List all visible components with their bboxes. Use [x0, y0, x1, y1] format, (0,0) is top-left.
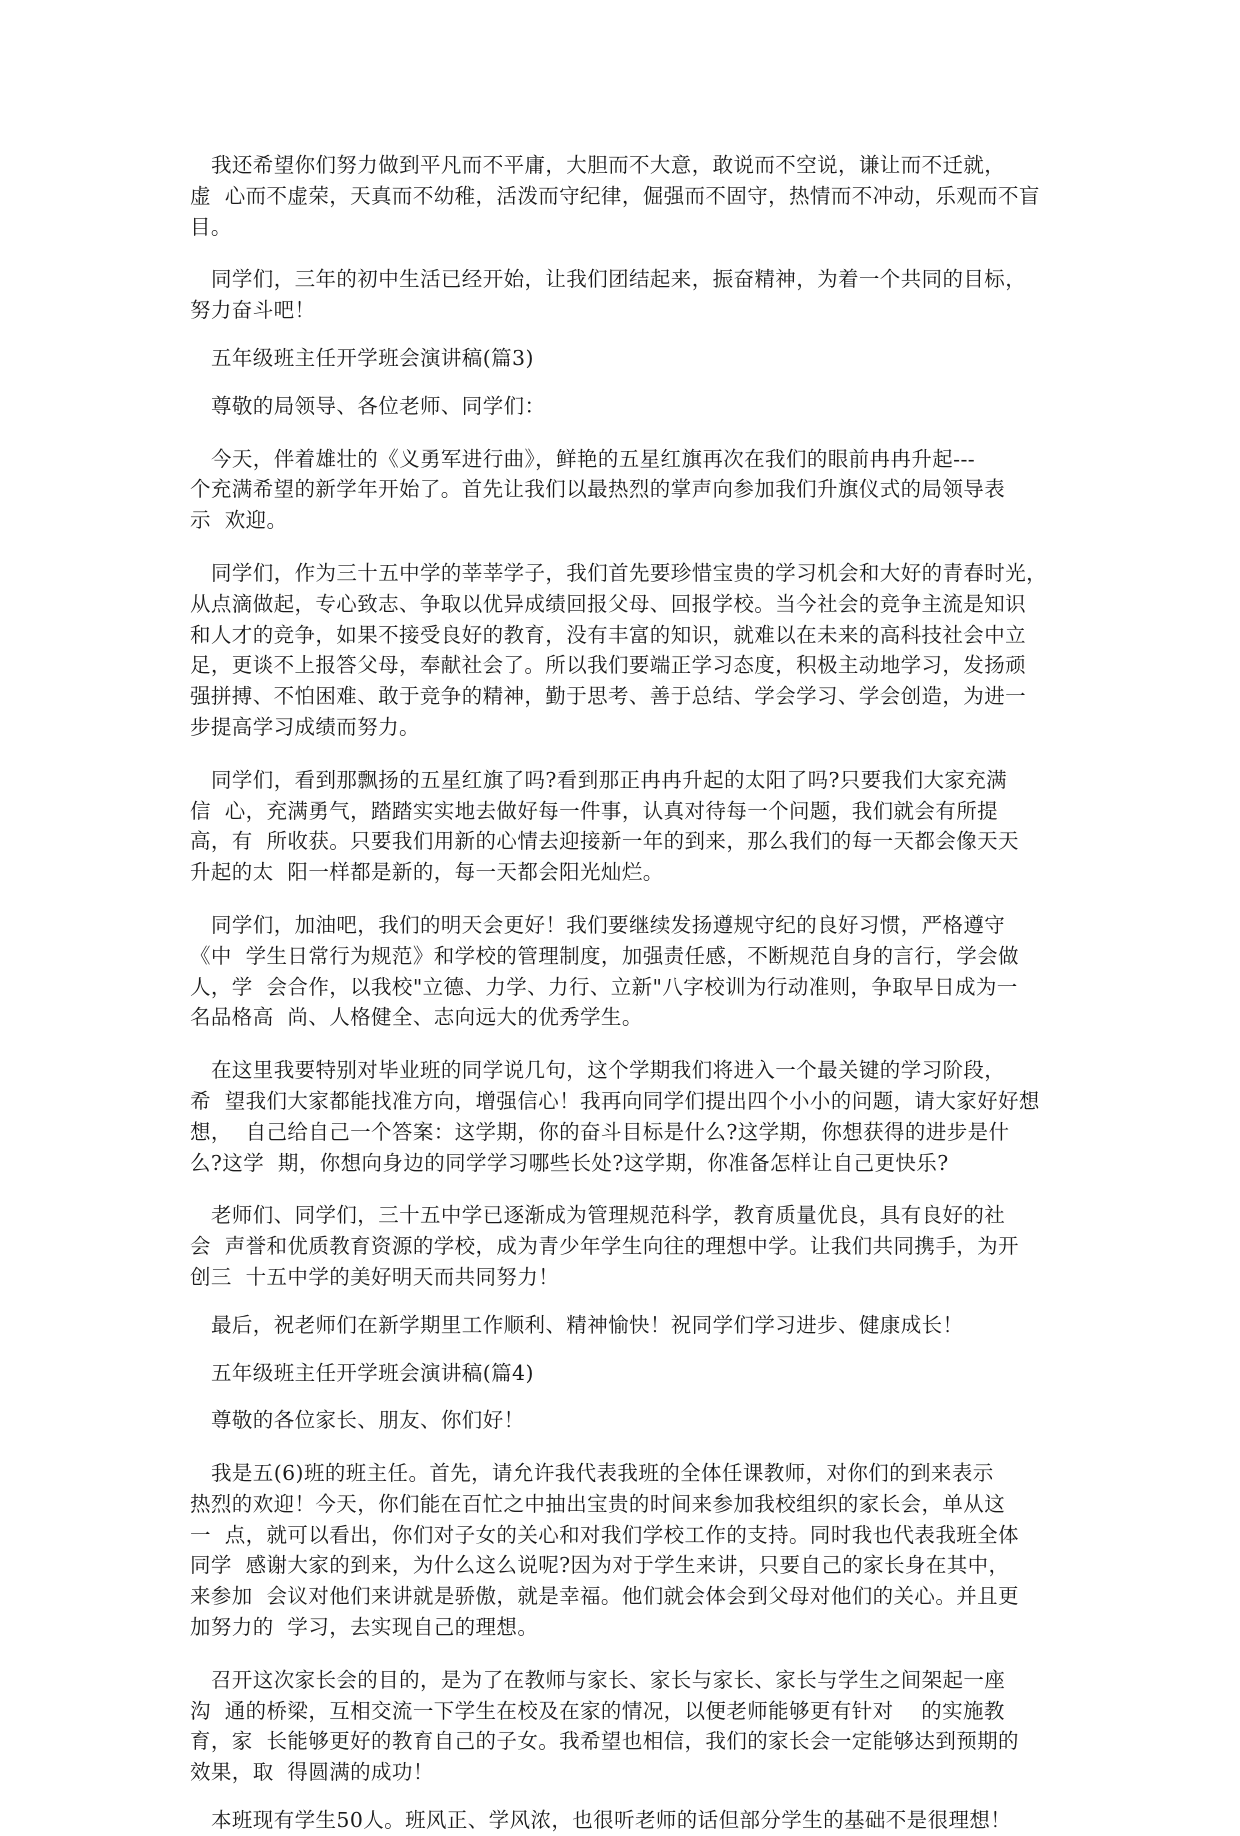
- document-page: [190, 150, 1065, 1836]
- paragraph-welcome: 我是五(6)班的班主任。首先，请允许我代表我班的全体任课教师，对你们的到来表示 热烈的欢迎！今天，你们能在百忙之中抽出宝贵的时间来参加我校组织的家长会，单从这 一 点，就可以看出，你们对子女的关心和对我们学校工作的支持。同时我也代表我班全体 同学 感谢大家的到来，为什么这么说呢?因为对于学生来讲，只要自己的家长身在其中， 来参加 会议对他们来讲就是骄傲，就是幸福。他们就会体会到父母对他们的关心。并且更 加努力的 学习，去实现自己的理想。: [190, 1461, 1019, 1640]
- paragraph-closing: 最后，祝老师们在新学期里工作顺利、精神愉快！祝同学们学习进步、健康成长！: [211, 1312, 964, 1337]
- salutation-4: 尊敬的各位家长、朋友、你们好！: [211, 1408, 525, 1433]
- section-title-3: 五年级班主任开学班会演讲稿(篇3): [211, 345, 534, 370]
- section-title-4: 五年级班主任开学班会演讲稿(篇4): [211, 1360, 534, 1385]
- salutation-3: 尊敬的局领导、各位老师、同学们：: [211, 393, 546, 418]
- paragraph-purpose: 召开这次家长会的目的，是为了在教师与家长、家长与家长、家长与学生之间架起一座 沟 通的桥梁，互相交流一下学生在校及在家的情况，以便老师能够更有针对 的实施教 育，家 长能够更好的教育自己的子女。我希望也相信，我们的家长会一定能够达到预期的 效果，取 得圆满的成功！: [190, 1667, 1019, 1785]
- paragraph-unite: 同学们，三年的初中生活已经开始，让我们团结起来，振奋精神，为着一个共同的目标， 努力奋斗吧！: [190, 267, 1027, 323]
- paragraph-sun: 同学们，看到那飘扬的五星红旗了吗?看到那正冉冉升起的太阳了吗?只要我们大家充满 信 心，充满勇气，踏踏实实地去做好每一件事，认真对待每一个问题，我们就会有所提 高，有 所收获。只要我们用新的心情去迎接新一年的到来，那么我们的每一天都会像天天 升起的太 阳一样都是新的，每一天都会阳光灿烂。: [190, 767, 1019, 885]
- paragraph-rules: 同学们，加油吧，我们的明天会更好！我们要继续发扬遵规守纪的良好习惯，严格遵守 《中 学生日常行为规范》和学校的管理制度，加强责任感，不断规范自身的言行，学会做 人，学 会合作，以我校"立德、力学、力行、立新"八字校训为行动准则，争取早日成为一 名品格高 尚、人格健全、志向远大的优秀学生。: [190, 912, 1019, 1030]
- paragraph-hope: 我还希望你们努力做到平凡而不平庸，大胆而不大意，敢说而不空说，谦让而不迁就， 虚 心而不虚荣，天真而不幼稚，活泼而守纪律，倔强而不固守，热情而不冲动，乐观而不盲 目。: [190, 153, 1040, 239]
- paragraph-school: 老师们、同学们，三十五中学已逐渐成为管理规范科学，教育质量优良，具有良好的社 会 声誉和优质教育资源的学校，成为青少年学生向往的理想中学。让我们共同携手，为开 创三 十五中学的美好明天而共同努力！: [190, 1203, 1019, 1289]
- paragraph-class-info: 本班现有学生50人。班风正、学风浓，也很听老师的话但部分学生的基础不是很理想！: [211, 1808, 1012, 1833]
- paragraph-flag: 今天，伴着雄壮的《义勇军进行曲》，鲜艳的五星红旗再次在我们的眼前冉冉升起--- 个充满希望的新学年开始了。首先让我们以最热烈的掌声向参加我们升旗仪式的局领导表 示 欢迎。: [190, 446, 1006, 533]
- paragraph-study: 同学们，作为三十五中学的莘莘学子，我们首先要珍惜宝贵的学习机会和大好的青春时光， 从点滴做起，专心致志、争取以优异成绩回报父母、回报学校。当今社会的竞争主流是知识 和人才的竞争，如果不接受良好的教育，没有丰富的知识，就难以在未来的高科技社会中立 足，更谈不上报答父母，奉献社会了。所以我们要端正学习态度，积极主动地学习，发扬顽 强拼搏、不怕困难、敢于竞争的精神，勤于思考、善于总结、学会学习、学会创造，为进一 步提高学习成绩而努力。: [190, 560, 1047, 739]
- paragraph-graduates: 在这里我要特别对毕业班的同学说几句，这个学期我们将进入一个最关键的学习阶段， 希 望我们大家都能找准方向，增强信心！我再向同学们提出四个小小的问题，请大家好好想 想， 自己给自己一个答案：这学期，你的奋斗目标是什么?这学期，你想获得的进步是什 么?这学 期，你想向身边的同学学习哪些长处?这学期，你准备怎样让自己更快乐?: [190, 1058, 1040, 1175]
